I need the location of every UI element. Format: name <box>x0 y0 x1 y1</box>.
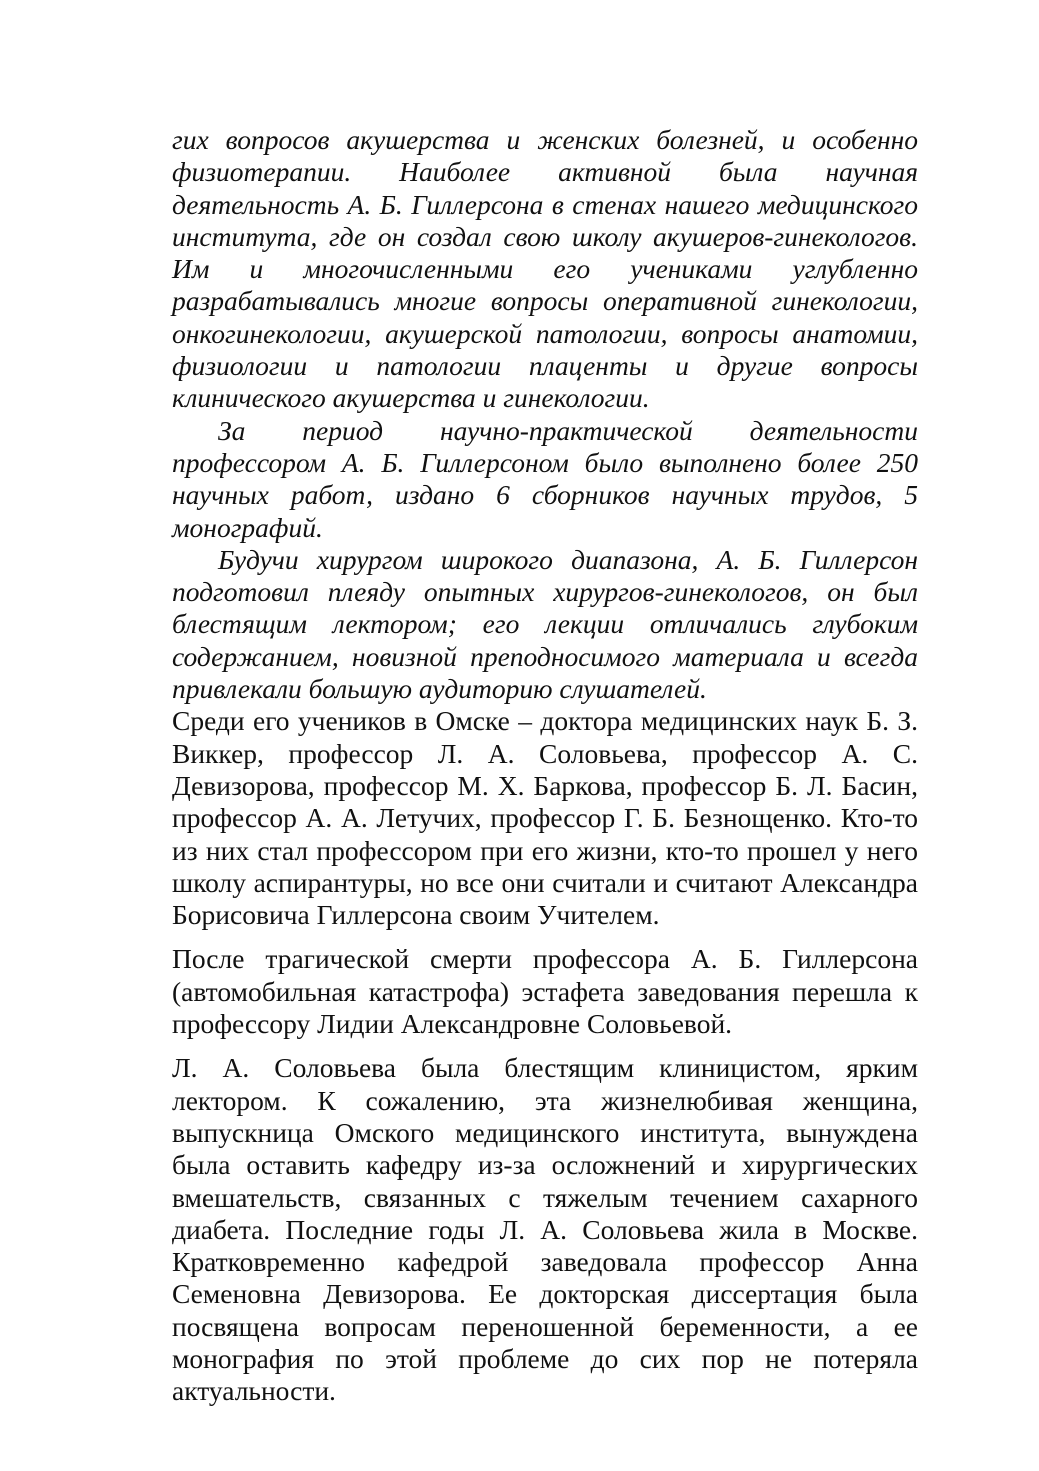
quote-paragraph-2: За период научно-практической деятельности профессором А. Б. Гиллерсоном было выполнено более 250 научных работ, издано 6 сборников научных трудов, 5 монографий. <box>172 414 918 543</box>
quote-paragraph-3: Будучи хирургом широкого диапазона, А. Б. Гиллерсон подготовил плеяду опытных хирургов-гинекологов, он был блестящим лектором; его лекции отличались глубоким содержанием, новизной преподносимого материала и всегда привлекали большую аудиторию слушателей. <box>172 543 918 705</box>
body-paragraph-1: Среди его учеников в Омске – доктора медицинских наук Б. З. Виккер, профессор Л. А. Соловьева, профессор А. С. Девизорова, профессор М. Х. Баркова, профессор Б. Л. Басин, профессор А. А. Летучих, профессор Г. Б. Безнощенко. Кто-то из них стал профессором при его жизни, кто-то прошел у него школу аспирантуры, но все они считали и считают Александра Борисовича Гиллерсона своим Учителем. <box>172 705 918 931</box>
body-paragraph-2: После трагической смерти профессора А. Б. Гиллерсона (автомобильная катастрофа) эстафета заведования перешла к профессору Лидии Александровне Соловьевой. <box>172 943 918 1040</box>
quote-paragraph-1: гих вопросов акушерства и женских болезней, и особенно физиотерапии. Наиболее активной была научная деятельность А. Б. Гиллерсона в стенах нашего медицинского института, где он создал свою школу акушеров-гинекологов. Им и многочисленными его учениками углубленно разрабатывались многие вопросы оперативной гинекологии, онкогинекологии, акушерской патологии, вопросы анатомии, физиологии и патологии плаценты и другие вопросы клинического акушерства и гинекологии. <box>172 124 918 414</box>
page-text <box>172 124 918 1408</box>
body-paragraph-3: Л. А. Соловьева была блестящим клиницистом, ярким лектором. К сожалению, эта жизнелюбивая женщина, выпускница Омского медицинского института, вынуждена была оставить кафедру из-за осложнений и хирургических вмешательств, связанных с тяжелым течением сахарного диабета. Последние годы Л. А. Соловьева жила в Москве. Кратковременно кафедрой заведовала профессор Анна Семеновна Девизорова. Ее докторская диссертация была посвящена вопросам переношенной беременности, а ее монография по этой проблеме до сих пор не потеряла актуальности. <box>172 1052 918 1407</box>
